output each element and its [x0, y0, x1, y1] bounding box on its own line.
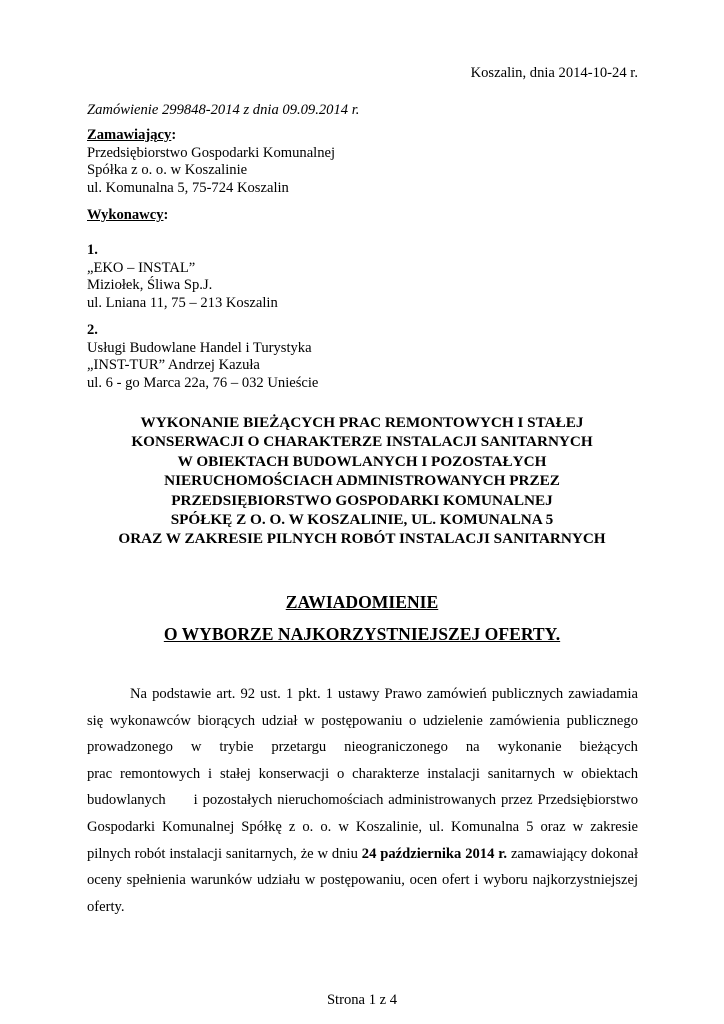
title-line: KONSERWACJI O CHARAKTERZE INSTALACJI SANITARNYCH: [131, 433, 593, 451]
title-line: PRZEDSIĘBIORSTWO GOSPODARKI KOMUNALNEJ: [171, 491, 553, 509]
orderer-line: ul. Komunalna 5, 75-724 Koszalin: [87, 179, 289, 196]
decision-date: 24 października 2014 r.: [361, 845, 508, 862]
contractor-line: ul. Lniana 11, 75 – 213 Koszalin: [87, 294, 278, 311]
contractor-line: Usługi Budowlane Handel i Turystyka: [87, 339, 312, 356]
contractor-2: [87, 322, 318, 392]
document-title: [87, 413, 637, 549]
paragraph-line: prowadzonego w trybie przetargu nieograniczonego na wykonanie bieżących: [87, 739, 638, 756]
paragraph-line: się wykonawców biorących udział w postępowaniu o udzielenie zamówienia publicznego: [87, 712, 638, 729]
paragraph-line: budowlanych i pozostałych nieruchomościach administrowanych przez Przedsiębiorstwo: [87, 792, 638, 809]
contractor-line: „EKO – INSTAL”: [87, 259, 196, 276]
notice-subheading: O WYBORZE NAJKORZYSTNIEJSZEJ OFERTY.: [163, 624, 561, 644]
paragraph-line: Gospodarki Komunalnej Spółkę z o. o. w Koszalinie, ul. Komunalna 5 oraz w zakresie: [87, 818, 638, 835]
page-number: Strona 1 z 4: [326, 992, 398, 1008]
contractor-line: Miziołek, Śliwa Sp.J.: [87, 277, 213, 293]
paragraph-line: oceny spełnienia warunków udziału w postępowaniu, ocen ofert i wyboru najkorzystniejszej: [87, 872, 638, 889]
contractors-label: Wykonawcy: [87, 207, 164, 223]
contractor-number: 2.: [87, 322, 98, 338]
contractors-heading: Wykonawcy:: [87, 207, 169, 223]
orderer-block: Zamawiający: Przedsiębiorstwo Gospodarki Komunalnej Spółka z o. o. w Koszalinie ul. Komunalna 5, 75-724 Koszalin: [87, 127, 336, 196]
contractor-line: „INST-TUR” Andrzej Kazuła: [87, 357, 260, 373]
title-line: W OBIEKTACH BUDOWLANYCH I POZOSTAŁYCH: [177, 452, 547, 470]
contractor-1: [87, 242, 278, 312]
title-line: NIERUCHOMOŚCIACH ADMINISTROWANYCH PRZEZ: [164, 472, 560, 490]
paragraph-line: pilnych robót instalacji sanitarnych, że w dniu 24 października 2014 r. zamawiający dokonał: [87, 845, 639, 862]
orderer-line: Spółka z o. o. w Koszalinie: [87, 162, 248, 178]
contractor-number: 1.: [87, 242, 98, 258]
body-paragraph: [87, 681, 638, 920]
notice-heading: ZAWIADOMIENIE: [285, 592, 439, 612]
title-line: ORAZ W ZAKRESIE PILNYCH ROBÓT INSTALACJI SANITARNYCH: [118, 530, 606, 548]
orderer-label: Zamawiający: [87, 127, 172, 143]
orderer-line: Przedsiębiorstwo Gospodarki Komunalnej: [87, 144, 336, 161]
paragraph-line: prac remontowych i stałej konserwacji o charakterze instalacji sanitarnych w obiektach: [87, 765, 638, 782]
paragraph-line: oferty.: [87, 898, 125, 915]
place-date: Koszalin, dnia 2014-10-24 r.: [470, 65, 638, 81]
paragraph-line: Na podstawie art. 92 ust. 1 pkt. 1 ustawy Prawo zamówień publicznych zawiadamia: [130, 686, 638, 702]
title-line: SPÓŁKĘ Z O. O. W KOSZALINIE, UL. KOMUNALNA 5: [170, 511, 554, 529]
contractor-line: ul. 6 - go Marca 22a, 76 – 032 Unieście: [87, 374, 319, 391]
title-line: WYKONANIE BIEŻĄCYCH PRAC REMONTOWYCH I STAŁEJ: [140, 414, 584, 431]
order-reference: Zamówienie 299848-2014 z dnia 09.09.2014 r.: [87, 102, 360, 118]
